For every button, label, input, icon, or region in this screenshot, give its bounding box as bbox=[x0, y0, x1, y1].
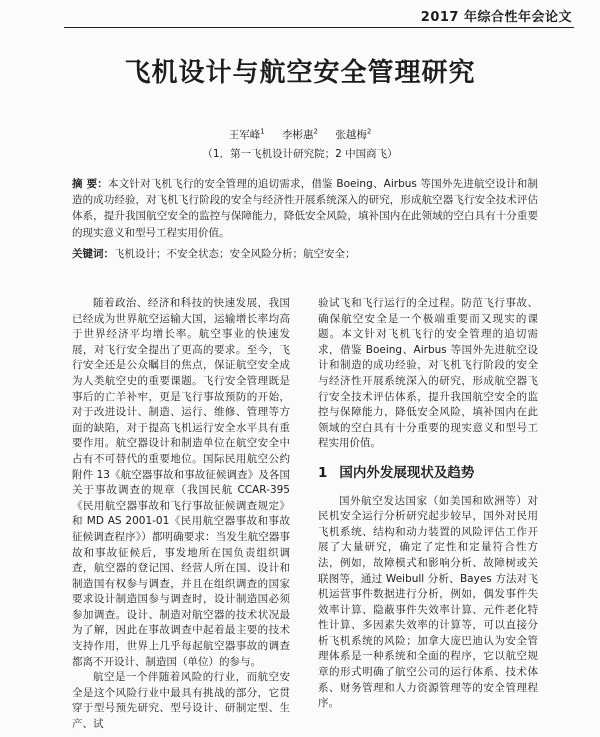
body-paragraph: 随着政治、经济和科技的快速发展，我国已经成为世界航空运输大国，运输增长率均高于世界经济平均增长率。航空事业的快速发展，对飞行安全提出了更高的要求。至今，飞行安全还是公众瞩目的焦点，保证航空安全成为人类航空史的重要课题。飞行安全管理既是事后的亡羊补牢，更是飞行事故预防的开始，对于改进设计、制造、运行、维修、管理等方面的缺陷，对于提高飞机运行安全水平具有重要作用。航空器设计和制造单位在航空安全中占有不可替代的重要地位。国际民用航空公约附件 13《航空器事故和事故征候调查》及各国关于事故调查的规章（我国民航 CCAR-395《民用航空器事故和飞行事故征候调查规定》和 MD AS 2001-01《民用航空器事故和事故征候调查程序》）都明确要求：当发生航空器事故和事故征候后，事发地所在国负责组织调查，航空器的登记国、经营人所在国、设计和制造国有权参与调查，并且在组织调查的国家要求设计制造国参与调查时，设计制造国必须参加调查。设计、制造对航空器的技术状况最为了解，因此在事故调查中起着最主要的技术支持作用，世界上几乎每起航空器事故的调查都离不开设计、制造国（单位）的参与。 bbox=[72, 297, 290, 668]
keywords-label: 关键词： bbox=[72, 248, 114, 260]
author-list bbox=[0, 127, 600, 142]
author-name: 张越梅$^2$ bbox=[335, 127, 372, 141]
body-paragraph: 国外航空发达国家（如美国和欧洲等）对民机安全运行分析研究起步较早，国外对民用飞机系统、结构和动力装置的风险评估工作开展了大量研究，确定了定性和定量符合性方法，例如，故障模式和影响分析、故障树或关联图等，通过 Weibull 分析、Bayes 方法对飞机运营事件数据进行分析，例如，偶发事件失效率计算、隐蔽事件失效率计算、元件老化特性计算、多因素失效率的计算等，可以直接分析飞机系统的风险；加拿大庞巴迪认为安全管理体系是一种系统和全面的程序，它以航空规章的形式明确了航空公司的运行体系、技术体系、财务管理和人力资源管理等的安全管理程序。 bbox=[318, 494, 538, 710]
body-column-left bbox=[72, 296, 290, 734]
abstract-text: 本文针对飞机飞行的安全管理的追切需求，借鉴 Boeing、Airbus 等国外先进航空设计和制造的成功经验，对飞机飞行阶段的安全与经济性开展系统深入的研究，形成航空器飞行安全技术评估体系，提升我国航空安全的监控与保障能力，降低安全风险，填补国内在此领域的空白具有十分重要的现实意义和型号工程实用价值。 bbox=[72, 178, 538, 239]
section-heading bbox=[318, 466, 538, 482]
abstract-label: 摘 要： bbox=[72, 178, 108, 190]
author-name: 李彬惠$^2$ bbox=[282, 127, 318, 141]
header-rule bbox=[64, 27, 574, 28]
section-title: 国内外发展现状及趋势 bbox=[339, 464, 475, 481]
body-paragraph: 验试飞和飞行运行的全过程。防范飞行事故、确保航空安全是一个极端重要而又现实的课题。本文针对飞机飞行的安全管理的追切需求，借鉴 Boeing、Airbus 等国外先进航空设计和制造的成功经验，对飞机飞行阶段的安全与经济性开展系统深入的研究，形成航空器飞行安全技术评估体系，提升我国航空安全的监控与保障能力，降低安全风险，填补国内在此领域的空白具有十分重要的现实意义和型号工程实用价值。 bbox=[318, 297, 538, 450]
paper-title: 飞机设计与航空安全管理研究 bbox=[124, 58, 476, 88]
keywords-text: 飞机设计；不安全状态；安全风险分析；航空安全； bbox=[114, 248, 356, 260]
author-name: 王军峰$^1$ bbox=[228, 127, 265, 141]
body-paragraph: 航空是一个伴随着风险的行业，而航空安全是这个风险行业中最具有挑战的部分，它贯穿于型号预先研究、型号设计、研制定型、生产、试 bbox=[72, 671, 290, 731]
affiliation: （1．第一飞机设计研究院；2 中国商飞） bbox=[202, 148, 398, 160]
keywords bbox=[72, 246, 538, 262]
section-number: 1 bbox=[318, 464, 328, 481]
abstract bbox=[72, 176, 538, 241]
running-header: 2017 年综合性年会论文 bbox=[420, 10, 572, 25]
body-column-right bbox=[318, 296, 538, 734]
